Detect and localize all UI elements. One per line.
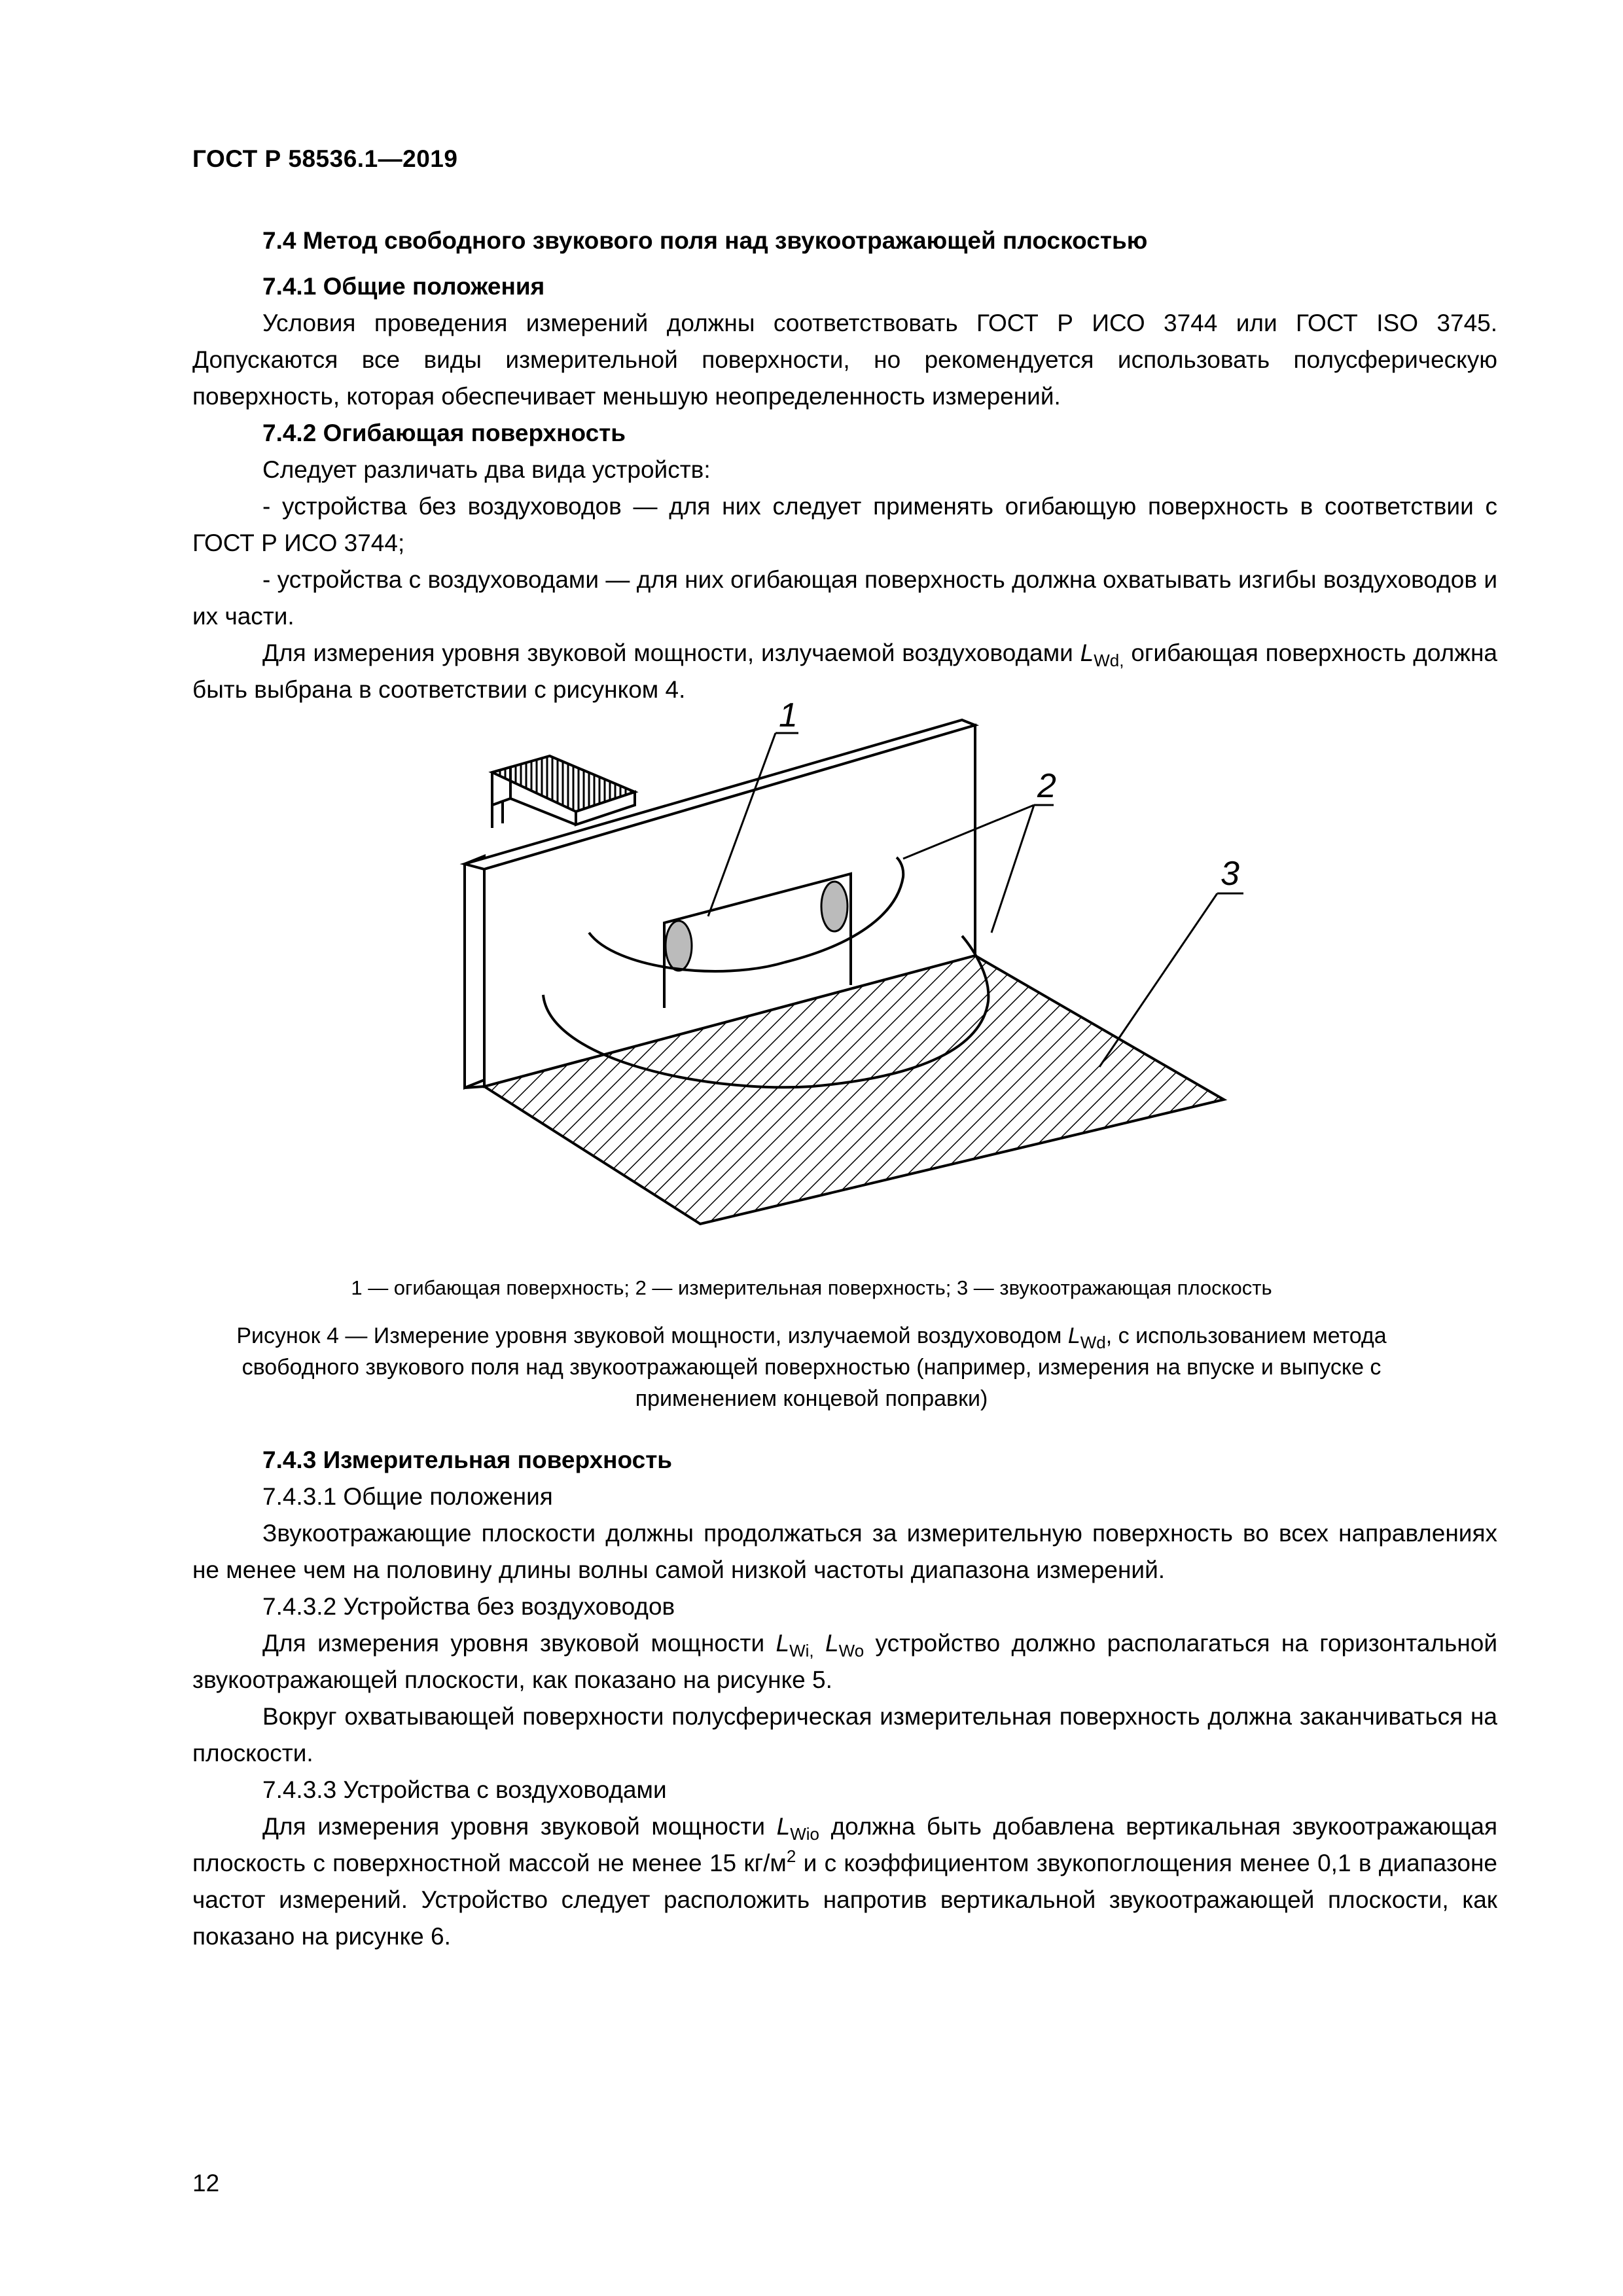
duct-top — [492, 756, 635, 828]
list-item-no-ducts: - устройства без воздуховодов — для них следует применять огибающую поверхность в соответствии с ГОСТ Р ИСО 3744; — [192, 493, 1497, 556]
section-7-4-1-heading: 7.4.1 Общие положения — [262, 273, 545, 300]
figure-label-2: 2 — [1037, 767, 1056, 805]
section-7-4-3-1-heading: 7.4.3.1 Общие положения — [262, 1483, 553, 1510]
page-number: 12 — [192, 2170, 220, 2197]
leader-line-3 — [1099, 893, 1217, 1067]
figure-legend: 1 — огибающая поверхность; 2 — измерительная поверхность; 3 — звукоотражающая плоскость — [351, 1276, 1272, 1299]
section-7-4-block — [192, 223, 1497, 708]
figure-label-3: 3 — [1221, 855, 1240, 893]
section-7-4-2-heading: 7.4.2 Огибающая поверхность — [262, 420, 626, 446]
section-7-4-3-block — [192, 1442, 1497, 1955]
section-7-4-3-2-paragraph-2: Вокруг охватывающей поверхности полусферическая измерительная поверхность должна заканчиваться на плоскости. — [192, 1703, 1497, 1767]
section-7-4-3-3-heading: 7.4.3.3 Устройства с воздуховодами — [262, 1776, 667, 1803]
figure-label-1: 1 — [779, 696, 798, 734]
section-7-4-3-2-heading: 7.4.3.2 Устройства без воздуховодов — [262, 1593, 675, 1620]
section-7-4-3-3-paragraph: Для измерения уровня звуковой мощности $L_{Wio}$ должна быть добавлена вертикальная звукоотражающая плоскость с поверхностной массой не менее 15 $кг/м^2$ и с коэффициентом звукопоглощения менее 0,1 в диапазоне частот измерений. Устройство следует расположить напротив вертикальной звукоотражающей плоскости, как показано на рисунке 6. — [192, 1813, 1497, 1950]
section-7-4-3-1-text: Звукоотражающие плоскости должны продолжаться за измерительную поверхность во всех направлениях не менее чем на половину длины волны самой низкой частоты диапазона измерений. — [192, 1520, 1497, 1583]
list-item-with-ducts: - устройства с воздуховодами — для них огибающая поверхность должна охватывать изгибы воздуховодов и их части. — [192, 566, 1497, 630]
section-7-4-3-heading: 7.4.3 Измерительная поверхность — [262, 1446, 673, 1473]
section-7-4-heading: 7.4 Метод свободного звукового поля над звукоотражающей плоскостью — [262, 227, 1148, 254]
figure-caption: Рисунок 4 — Измерение уровня звуковой мощности, излучаемой воздуховодом $L_{Wd}$, с использованием метода свободного звукового поля над звукоотражающей поверхностью (например, измерения на впуске и выпуске с применением концевой поправки) — [236, 1323, 1387, 1411]
section-7-4-2-intro: Следует различать два вида устройств: — [262, 456, 711, 483]
section-7-4-1-text: Условия проведения измерений должны соответствовать ГОСТ Р ИСО 3744 или ГОСТ ISO 3745. Допускаются все виды измерительной поверхности, но рекомендуется использовать полусферическую поверхность, которая обеспечивает меньшую неопределенность измерений. — [192, 310, 1497, 410]
section-7-4-3-2-paragraph-1: Для измерения уровня звуковой мощности $L_{Wi,}$ $L_{Wo}$ устройство должно располагаться на горизонтальной звукоотражающей плоскости, как показано на рисунке 5. — [192, 1630, 1498, 1693]
section-7-4-2-paragraph: Для измерения уровня звуковой мощности, излучаемой воздуховодами $L_{Wd,}$ огибающая поверхность должна быть выбрана в соответствии с рисунком 4. — [192, 639, 1497, 703]
figure-4-diagram — [445, 696, 1240, 1244]
document-header: ГОСТ Р 58536.1—2019 — [192, 145, 458, 172]
leader-line-2b — [991, 805, 1034, 933]
